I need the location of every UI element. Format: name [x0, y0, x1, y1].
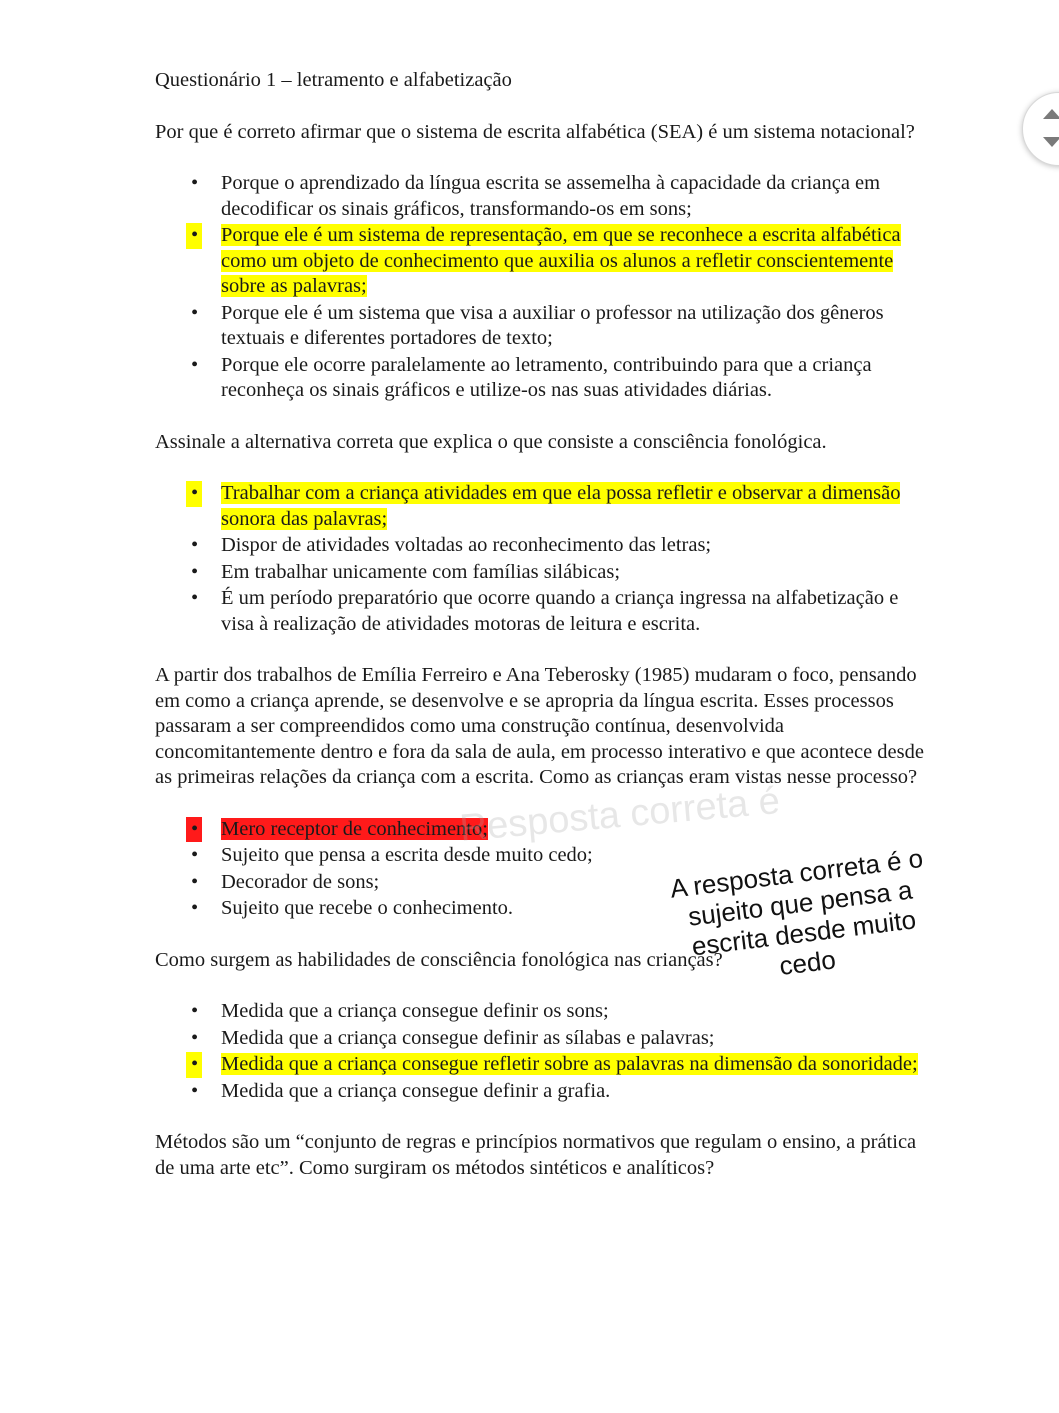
- answer-annotation: A resposta correta é o sujeito que pensa a escrita desde muito cedo: [668, 842, 925, 981]
- bullet-icon: •: [191, 870, 199, 893]
- bullet-icon: •: [186, 817, 202, 843]
- option-text: Em trabalhar unicamente com famílias silábicas;: [221, 560, 621, 583]
- bullet-icon: •: [191, 560, 199, 583]
- option-item-highlighted: [155, 1052, 935, 1078]
- option-item: [155, 301, 935, 352]
- option-item: [155, 353, 935, 404]
- bullet-icon: •: [186, 1052, 202, 1078]
- option-text: Trabalhar com a criança atividades em que ela possa refletir e observar a dimensão sonora das palavras;: [221, 482, 901, 530]
- scroll-control[interactable]: [1022, 92, 1059, 166]
- bullet-icon: •: [191, 587, 199, 609]
- watermark-text: Resposta correta é: [458, 780, 782, 850]
- option-text: Mero receptor de conhecimento;: [221, 817, 488, 840]
- bullet-icon: •: [191, 1079, 199, 1102]
- bullet-icon: •: [186, 223, 202, 249]
- option-text: Medida que a criança consegue definir a grafia.: [221, 1079, 611, 1102]
- option-text: Porque ele ocorre paralelamente ao letramento, contribuindo para que a criança reconheça os sinais gráficos e utilize-os nas suas atividades diárias.: [221, 353, 872, 401]
- question-4-options: [155, 999, 935, 1104]
- option-item: [155, 999, 935, 1025]
- document-body: [155, 68, 935, 1207]
- option-item: [155, 533, 935, 559]
- option-item: [155, 1079, 935, 1105]
- option-text: Medida que a criança consegue definir as sílabas e palavras;: [221, 1026, 715, 1049]
- question-5-text: Métodos são um “conjunto de regras e princípios normativos que regulam o ensino, a prática de uma arte etc”. Como surgiram os métodos sintéticos e analíticos?: [155, 1131, 917, 1179]
- bullet-icon: •: [186, 481, 202, 507]
- question-2-text: Assinale a alternativa correta que explica o que consiste a consciência fonológica.: [155, 430, 827, 453]
- option-item-marked-wrong: [155, 817, 935, 843]
- scroll-down-icon[interactable]: [1043, 137, 1059, 147]
- option-text: Porque ele é um sistema de representação, em que se reconhece a escrita alfabética como um objeto de conhecimento que auxilia os alunos a refletir conscientemente sobre as palavras;: [221, 224, 901, 297]
- bullet-icon: •: [191, 897, 199, 919]
- option-text: É um período preparatório que ocorre quando a criança ingressa na alfabetização e visa à realização de atividades motoras de leitura e escrita.: [221, 587, 899, 635]
- option-item: [155, 171, 935, 222]
- option-item-highlighted: [155, 223, 935, 300]
- option-text: Sujeito que recebe o conhecimento.: [221, 897, 514, 919]
- question-3-text: A partir dos trabalhos de Emília Ferreiro e Ana Teberosky (1985) mudaram o foco, pensando em como a criança aprende, se desenvolve e se apropria da língua escrita. Esses processos passaram a ser compreendidos como uma construção contínua, desenvolvida concomitantemente dentro e fora da sala de aula, em processo interativo e que acontece desde as primeiras relações da criança com a escrita. Como as crianças eram vistas nesse processo?: [155, 664, 924, 788]
- question-1-text: Por que é correto afirmar que o sistema de escrita alfabética (SEA) é um sistema notacional?: [155, 120, 915, 143]
- scroll-up-icon[interactable]: [1043, 109, 1059, 119]
- bullet-icon: •: [191, 1026, 199, 1049]
- option-text: Medida que a criança consegue refletir sobre as palavras na dimensão da sonoridade;: [221, 1053, 918, 1075]
- option-item: [155, 586, 935, 637]
- question-1-options: [155, 171, 935, 404]
- option-text: Dispor de atividades voltadas ao reconhecimento das letras;: [221, 534, 712, 556]
- option-text: Medida que a criança consegue definir os sons;: [221, 1000, 609, 1022]
- page-title: Questionário 1 – letramento e alfabetização: [155, 69, 512, 91]
- bullet-icon: •: [191, 172, 199, 194]
- option-text: Sujeito que pensa a escrita desde muito cedo;: [221, 844, 593, 866]
- option-text: Decorador de sons;: [221, 870, 380, 893]
- option-item: [155, 560, 935, 586]
- bullet-icon: •: [191, 1000, 199, 1022]
- question-2-options: [155, 481, 935, 637]
- bullet-icon: •: [191, 353, 199, 376]
- option-text: Porque o aprendizado da língua escrita se assemelha à capacidade da criança em decodificar os sinais gráficos, transformando-os em sons;: [221, 172, 881, 220]
- bullet-icon: •: [191, 301, 199, 324]
- bullet-icon: •: [191, 844, 199, 866]
- option-item: [155, 1026, 935, 1052]
- option-text: Porque ele é um sistema que visa a auxiliar o professor na utilização dos gêneros textuais e diferentes portadores de texto;: [221, 301, 884, 349]
- bullet-icon: •: [191, 534, 199, 556]
- question-4-text: Como surgem as habilidades de consciência fonológica nas crianças?: [155, 948, 723, 971]
- option-item-highlighted: [155, 481, 935, 532]
